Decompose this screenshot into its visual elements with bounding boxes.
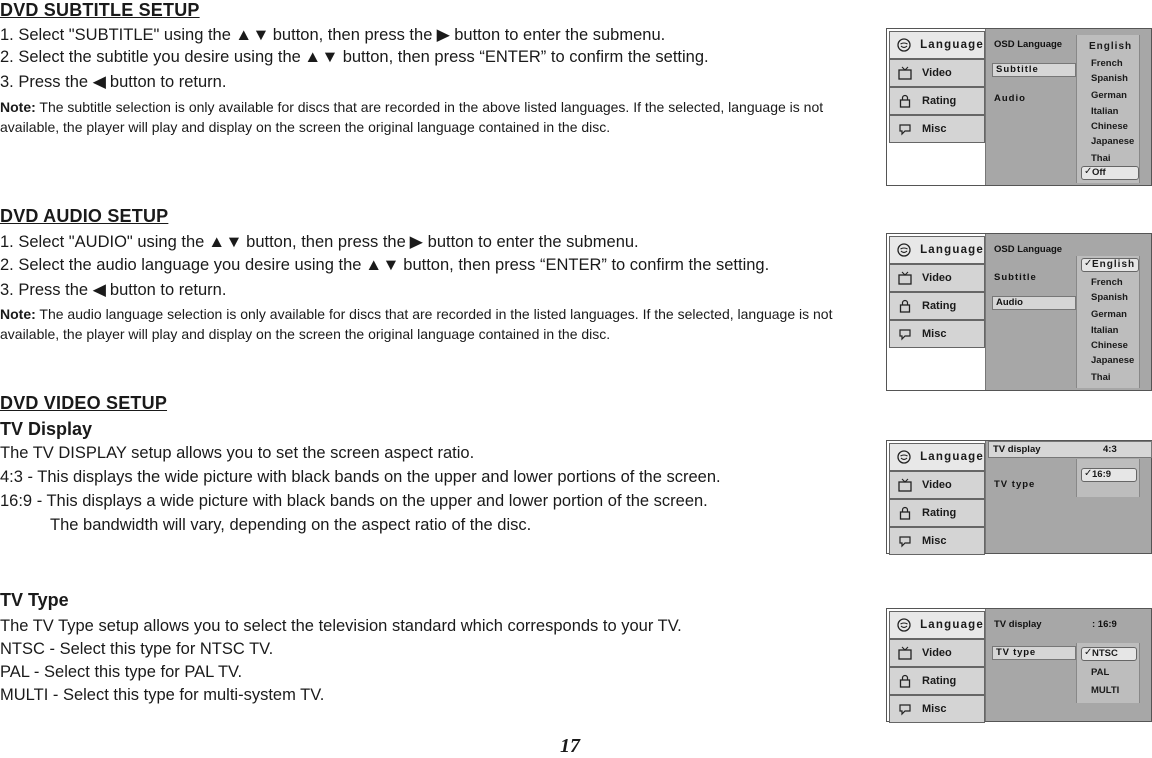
tv-icon	[897, 645, 913, 661]
check-icon: ✓	[1084, 468, 1093, 479]
tv-display-43-desc: 4:3 - This displays the wide picture with black bands on the upper and lower portions of the screen.	[0, 468, 721, 486]
video-heading: DVD VIDEO SETUP	[0, 393, 168, 413]
osd-tab-language[interactable]: Language	[889, 31, 985, 59]
tv-icon	[897, 477, 913, 493]
tv-icon	[897, 65, 913, 81]
audio-note: Note: The audio language selection is only available for discs that are recorded in the listed languages. If the selected, language is not available, the player will play and display on the screen the original language contained in the disc.	[0, 306, 833, 342]
osd-tab-misc[interactable]: Misc	[889, 695, 985, 723]
audio-step-1: 1. Select "AUDIO" using the ▲▼ button, then press the ▶ button to enter the submenu.	[0, 233, 639, 251]
osd-tvtype-panel	[886, 608, 1152, 722]
tv-type-multi-desc: MULTI - Select this type for multi-system TV.	[0, 686, 325, 704]
osd-option-multi[interactable]: MULTI	[1091, 685, 1120, 696]
audio-step-2: 2. Select the audio language you desire using the ▲▼ button, then press “ENTER” to confirm the setting.	[0, 256, 770, 274]
tv-type-pal-desc: PAL - Select this type for PAL TV.	[0, 663, 243, 681]
osd-tab-video[interactable]: Video	[889, 471, 985, 499]
osd-language-list	[1076, 256, 1140, 388]
osd-tab-misc[interactable]: Misc	[889, 320, 985, 348]
osd-option-japanese[interactable]: Japanese	[1091, 136, 1135, 147]
osd-tab-column	[889, 443, 985, 555]
lock-icon	[897, 505, 913, 521]
osd-item-subtitle[interactable]: Subtitle	[994, 272, 1037, 283]
osd-item-tv-type[interactable]: TV type	[992, 646, 1076, 660]
osd-option-german[interactable]: German	[1091, 309, 1127, 320]
tv-display-current-value: : 16:9	[1092, 619, 1117, 630]
tv-display-current-value: 4:3	[1103, 444, 1117, 455]
subtitle-step-2: 2. Select the subtitle you desire using the ▲▼ button, then press “ENTER” to confirm the setting.	[0, 48, 709, 66]
osd-option-french[interactable]: French	[1091, 58, 1123, 69]
subtitle-note: Note: The subtitle selection is only available for discs that are recorded in the above listed languages. If the selected, language is not available, the player will play and display on the screen the original language contained in the disc.	[0, 99, 824, 135]
tv-display-heading: TV Display	[0, 419, 93, 439]
osd-option-chinese[interactable]: Chinese	[1091, 340, 1128, 351]
osd-item-osd-language[interactable]: OSD Language	[994, 39, 1063, 50]
osd-tab-video[interactable]: Video	[889, 639, 985, 667]
tv-type-intro: The TV Type setup allows you to select the television standard which corresponds to your TV.	[0, 617, 682, 635]
osd-item-subtitle[interactable]: Subtitle	[992, 63, 1076, 77]
osd-option-japanese[interactable]: Japanese	[1091, 355, 1135, 366]
osd-tab-column	[889, 236, 985, 348]
osd-tab-language[interactable]: Language	[889, 236, 985, 264]
osd-tab-rating[interactable]: Rating	[889, 87, 985, 115]
osd-tab-language[interactable]: Language	[889, 611, 985, 639]
osd-item-audio[interactable]: Audio	[992, 296, 1076, 310]
osd-item-tv-display[interactable]: TV display : 16:9	[994, 619, 1117, 630]
osd-tab-misc[interactable]: Misc	[889, 115, 985, 143]
osd-item-tv-display[interactable]: TV display 4:3	[988, 441, 1152, 458]
speech-bubble-icon	[897, 533, 913, 549]
check-icon: ✓	[1084, 647, 1093, 658]
subtitle-heading: DVD SUBTITLE SETUP	[0, 0, 200, 20]
osd-option-pal[interactable]: PAL	[1091, 667, 1110, 678]
smiley-icon	[897, 617, 911, 633]
osd-tvtype-list	[1076, 643, 1140, 703]
osd-tab-misc[interactable]: Misc	[889, 527, 985, 555]
lock-icon	[897, 93, 913, 109]
subtitle-step-3: 3. Press the ◀ button to return.	[0, 73, 227, 91]
speech-bubble-icon	[897, 701, 913, 717]
check-icon: ✓	[1084, 166, 1093, 177]
osd-option-thai[interactable]: Thai	[1091, 153, 1111, 164]
osd-tab-rating[interactable]: Rating	[889, 499, 985, 527]
osd-option-german[interactable]: German	[1091, 90, 1127, 101]
tv-display-169-desc-cont: The bandwidth will vary, depending on the aspect ratio of the disc.	[50, 516, 532, 534]
audio-heading: DVD AUDIO SETUP	[0, 206, 169, 226]
osd-tab-video[interactable]: Video	[889, 264, 985, 292]
osd-option-english[interactable]: English	[1089, 41, 1133, 52]
tv-icon	[897, 270, 913, 286]
osd-language-list	[1076, 35, 1140, 183]
tv-type-heading: TV Type	[0, 590, 69, 610]
smiley-icon	[897, 37, 911, 53]
subtitle-step-1: 1. Select "SUBTITLE" using the ▲▼ button, then press the ▶ button to enter the submenu.	[0, 26, 666, 44]
lock-icon	[897, 298, 913, 314]
osd-item-osd-language[interactable]: OSD Language	[994, 244, 1063, 255]
tv-display-169-desc: 16:9 - This displays a wide picture with black bands on the upper and lower portion of the screen.	[0, 492, 708, 510]
osd-tab-column	[889, 31, 985, 143]
osd-option-french[interactable]: French	[1091, 277, 1123, 288]
osd-tvdisplay-panel	[886, 440, 1152, 554]
osd-subtitle-panel	[886, 28, 1152, 186]
osd-settings-area	[985, 441, 1151, 553]
osd-tab-column	[889, 611, 985, 723]
tv-type-ntsc-desc: NTSC - Select this type for NTSC TV.	[0, 640, 274, 658]
osd-aspect-list	[1076, 459, 1140, 497]
osd-option-spanish[interactable]: Spanish	[1091, 292, 1128, 303]
osd-tab-rating[interactable]: Rating	[889, 667, 985, 695]
osd-tab-language[interactable]: Language	[889, 443, 985, 471]
smiley-icon	[897, 449, 911, 465]
audio-step-3: 3. Press the ◀ button to return.	[0, 281, 227, 299]
speech-bubble-icon	[897, 121, 913, 137]
lock-icon	[897, 673, 913, 689]
osd-option-thai[interactable]: Thai	[1091, 372, 1111, 383]
osd-item-audio[interactable]: Audio	[994, 93, 1026, 104]
tv-display-intro: The TV DISPLAY setup allows you to set the screen aspect ratio.	[0, 444, 475, 462]
check-icon: ✓	[1084, 258, 1094, 269]
osd-option-english-selected[interactable]: ✓ English	[1081, 258, 1139, 272]
osd-option-chinese[interactable]: Chinese	[1091, 121, 1128, 132]
speech-bubble-icon	[897, 326, 913, 342]
page-number: 17	[560, 735, 580, 757]
osd-option-ntsc-selected[interactable]: ✓ NTSC	[1081, 647, 1137, 661]
osd-option-169-selected[interactable]: ✓ 16:9	[1081, 468, 1137, 482]
osd-audio-panel	[886, 233, 1152, 391]
osd-option-off-selected[interactable]: ✓ Off	[1081, 166, 1139, 180]
osd-tab-rating[interactable]: Rating	[889, 292, 985, 320]
osd-item-tv-type[interactable]: TV type	[994, 479, 1036, 490]
osd-tab-video[interactable]: Video	[889, 59, 985, 87]
osd-option-spanish[interactable]: Spanish	[1091, 73, 1128, 84]
osd-option-italian[interactable]: Italian	[1091, 325, 1119, 336]
osd-option-italian[interactable]: Italian	[1091, 106, 1119, 117]
smiley-icon	[897, 242, 911, 258]
